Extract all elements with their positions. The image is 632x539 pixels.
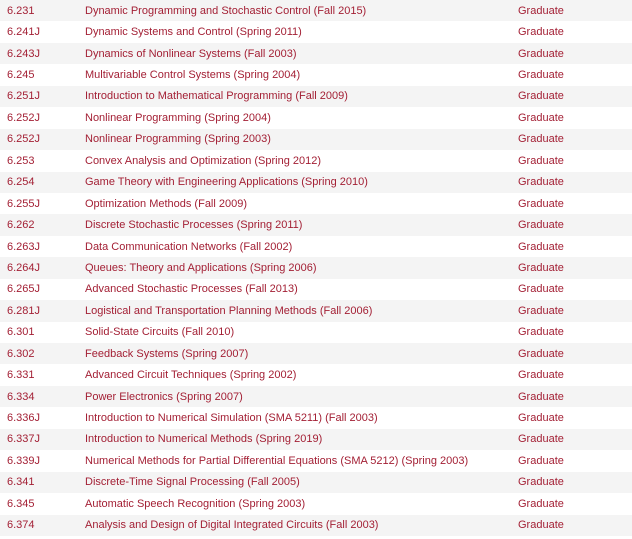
- course-title-cell: [85, 493, 518, 514]
- course-title-cell: [85, 193, 518, 214]
- course-number-cell: [0, 279, 85, 300]
- course-title-link[interactable]: Game Theory with Engineering Applications (Spring 2010): [85, 176, 368, 189]
- course-row: [0, 193, 632, 214]
- course-level-cell: [518, 257, 632, 278]
- course-row: [0, 429, 632, 450]
- course-number-link[interactable]: 6.337J: [7, 433, 41, 446]
- course-title-cell: [85, 257, 518, 278]
- course-level-link[interactable]: Graduate: [518, 219, 564, 232]
- course-title-link[interactable]: Dynamics of Nonlinear Systems (Fall 2003): [85, 47, 297, 60]
- course-level-link[interactable]: Graduate: [518, 412, 564, 425]
- course-title-cell: [85, 150, 518, 171]
- course-row: [0, 64, 632, 85]
- course-title-cell: [85, 279, 518, 300]
- course-row: [0, 515, 632, 536]
- course-level-cell: [518, 300, 632, 321]
- course-title-cell: [85, 450, 518, 471]
- course-level-link[interactable]: Graduate: [518, 26, 564, 39]
- course-number-link[interactable]: 6.331: [7, 369, 35, 382]
- course-level-link[interactable]: Graduate: [518, 90, 564, 103]
- course-level-cell: [518, 322, 632, 343]
- course-title-link[interactable]: Nonlinear Programming (Spring 2004): [85, 111, 271, 124]
- course-title-cell: [85, 86, 518, 107]
- course-level-cell: [518, 364, 632, 385]
- course-number-link[interactable]: 6.264J: [7, 261, 41, 274]
- course-number-cell: [0, 493, 85, 514]
- course-title-link[interactable]: Solid-State Circuits (Fall 2010): [85, 326, 235, 339]
- course-title-link[interactable]: Introduction to Numerical Simulation (SMA 5211) (Fall 2003): [85, 412, 378, 425]
- course-number-link[interactable]: 6.262: [7, 219, 35, 232]
- course-row: [0, 343, 632, 364]
- course-title-cell: [85, 515, 518, 536]
- course-title-cell: [85, 0, 518, 21]
- course-level-cell: [518, 0, 632, 21]
- course-title-cell: [85, 107, 518, 128]
- course-number-link[interactable]: 6.252J: [7, 111, 41, 124]
- course-title-cell: [85, 172, 518, 193]
- course-number-link[interactable]: 6.336J: [7, 412, 41, 425]
- course-level-cell: [518, 214, 632, 235]
- course-title-cell: [85, 64, 518, 85]
- course-number-cell: [0, 472, 85, 493]
- course-number-link[interactable]: 6.252J: [7, 133, 41, 146]
- course-level-cell: [518, 150, 632, 171]
- course-row: [0, 150, 632, 171]
- course-row: [0, 107, 632, 128]
- course-number-cell: [0, 86, 85, 107]
- course-title-cell: [85, 21, 518, 42]
- course-number-cell: [0, 129, 85, 150]
- course-level-cell: [518, 64, 632, 85]
- course-level-cell: [518, 450, 632, 471]
- course-number-link[interactable]: 6.334: [7, 390, 35, 403]
- course-number-cell: [0, 515, 85, 536]
- course-number-cell: [0, 107, 85, 128]
- course-number-link[interactable]: 6.251J: [7, 90, 41, 103]
- course-number-cell: [0, 21, 85, 42]
- course-number-cell: [0, 407, 85, 428]
- course-title-cell: [85, 429, 518, 450]
- course-number-link[interactable]: 6.263J: [7, 240, 41, 253]
- course-number-cell: [0, 364, 85, 385]
- course-level-link[interactable]: Graduate: [518, 304, 564, 317]
- course-title-link[interactable]: Data Communication Networks (Fall 2002): [85, 240, 293, 253]
- course-number-link[interactable]: 6.302: [7, 347, 35, 360]
- course-number-cell: [0, 172, 85, 193]
- course-title-link[interactable]: Advanced Circuit Techniques (Spring 2002): [85, 369, 297, 382]
- course-number-link[interactable]: 6.243J: [7, 47, 41, 60]
- course-number-cell: [0, 300, 85, 321]
- course-row: [0, 214, 632, 235]
- course-title-link[interactable]: Automatic Speech Recognition (Spring 2003): [85, 497, 306, 510]
- course-level-link[interactable]: Graduate: [518, 369, 564, 382]
- course-level-link[interactable]: Graduate: [518, 111, 564, 124]
- course-level-link[interactable]: Graduate: [518, 519, 564, 532]
- course-level-cell: [518, 172, 632, 193]
- course-title-cell: [85, 322, 518, 343]
- course-level-cell: [518, 43, 632, 64]
- course-number-cell: [0, 257, 85, 278]
- course-level-link[interactable]: Graduate: [518, 69, 564, 82]
- course-level-cell: [518, 472, 632, 493]
- course-row: [0, 322, 632, 343]
- course-title-link[interactable]: Multivariable Control Systems (Spring 2004): [85, 69, 301, 82]
- course-number-cell: [0, 450, 85, 471]
- course-level-link[interactable]: Graduate: [518, 176, 564, 189]
- course-level-link[interactable]: Graduate: [518, 326, 564, 339]
- course-row: [0, 407, 632, 428]
- course-title-cell: [85, 300, 518, 321]
- course-level-link[interactable]: Graduate: [518, 283, 564, 296]
- course-level-cell: [518, 21, 632, 42]
- course-row: [0, 472, 632, 493]
- course-number-link[interactable]: 6.253: [7, 154, 35, 167]
- course-level-link[interactable]: Graduate: [518, 197, 564, 210]
- course-level-cell: [518, 515, 632, 536]
- course-level-cell: [518, 493, 632, 514]
- course-number-cell: [0, 0, 85, 21]
- course-title-link[interactable]: Nonlinear Programming (Spring 2003): [85, 133, 271, 146]
- course-title-cell: [85, 364, 518, 385]
- course-number-link[interactable]: 6.339J: [7, 454, 41, 467]
- course-number-link[interactable]: 6.345: [7, 497, 35, 510]
- course-title-cell: [85, 386, 518, 407]
- course-number-link[interactable]: 6.301: [7, 326, 35, 339]
- course-number-cell: [0, 429, 85, 450]
- course-row: [0, 86, 632, 107]
- course-title-link[interactable]: Discrete Stochastic Processes (Spring 2011): [85, 219, 303, 232]
- course-level-cell: [518, 343, 632, 364]
- course-title-link[interactable]: Numerical Methods for Partial Differential Equations (SMA 5212) (Spring 2003): [85, 454, 469, 467]
- course-title-cell: [85, 214, 518, 235]
- course-level-cell: [518, 193, 632, 214]
- course-level-link[interactable]: Graduate: [518, 240, 564, 253]
- course-level-cell: [518, 386, 632, 407]
- course-title-cell: [85, 236, 518, 257]
- course-title-cell: [85, 407, 518, 428]
- course-row: [0, 386, 632, 407]
- course-row: [0, 450, 632, 471]
- course-level-cell: [518, 236, 632, 257]
- course-number-link[interactable]: 6.231: [7, 4, 35, 17]
- course-level-cell: [518, 407, 632, 428]
- course-row: [0, 257, 632, 278]
- course-title-link[interactable]: Analysis and Design of Digital Integrated Circuits (Fall 2003): [85, 519, 379, 532]
- course-title-link[interactable]: Feedback Systems (Spring 2007): [85, 347, 249, 360]
- course-level-link[interactable]: Graduate: [518, 4, 564, 17]
- course-title-cell: [85, 343, 518, 364]
- course-row: [0, 129, 632, 150]
- course-level-link[interactable]: Graduate: [518, 261, 564, 274]
- course-number-cell: [0, 150, 85, 171]
- course-level-link[interactable]: Graduate: [518, 347, 564, 360]
- course-number-link[interactable]: 6.245: [7, 69, 35, 82]
- course-level-link[interactable]: Graduate: [518, 433, 564, 446]
- course-number-cell: [0, 214, 85, 235]
- course-row: [0, 279, 632, 300]
- course-row: [0, 43, 632, 64]
- course-level-link[interactable]: Graduate: [518, 476, 564, 489]
- course-level-cell: [518, 86, 632, 107]
- course-number-link[interactable]: 6.374: [7, 519, 35, 532]
- course-row: [0, 21, 632, 42]
- course-level-cell: [518, 107, 632, 128]
- course-title-cell: [85, 472, 518, 493]
- course-number-cell: [0, 322, 85, 343]
- course-number-link[interactable]: 6.281J: [7, 304, 41, 317]
- course-title-link[interactable]: Dynamic Programming and Stochastic Control (Fall 2015): [85, 4, 367, 17]
- course-title-cell: [85, 43, 518, 64]
- course-number-cell: [0, 386, 85, 407]
- course-level-link[interactable]: Graduate: [518, 47, 564, 60]
- course-row: [0, 364, 632, 385]
- course-row: [0, 300, 632, 321]
- course-number-link[interactable]: 6.254: [7, 176, 35, 189]
- course-title-link[interactable]: Logistical and Transportation Planning Methods (Fall 2006): [85, 304, 373, 317]
- course-title-link[interactable]: Introduction to Numerical Methods (Spring 2019): [85, 433, 323, 446]
- course-number-cell: [0, 193, 85, 214]
- course-title-link[interactable]: Queues: Theory and Applications (Spring 2006): [85, 261, 317, 274]
- course-title-link[interactable]: Convex Analysis and Optimization (Spring 2012): [85, 154, 322, 167]
- course-level-link[interactable]: Graduate: [518, 133, 564, 146]
- course-number-cell: [0, 64, 85, 85]
- course-level-link[interactable]: Graduate: [518, 497, 564, 510]
- course-row: [0, 493, 632, 514]
- course-title-link[interactable]: Discrete-Time Signal Processing (Fall 2005): [85, 476, 300, 489]
- course-row: [0, 0, 632, 21]
- course-number-cell: [0, 343, 85, 364]
- course-level-link[interactable]: Graduate: [518, 154, 564, 167]
- course-number-link[interactable]: 6.265J: [7, 283, 41, 296]
- course-number-cell: [0, 43, 85, 64]
- course-level-cell: [518, 279, 632, 300]
- course-number-link[interactable]: 6.341: [7, 476, 35, 489]
- course-number-link[interactable]: 6.241J: [7, 26, 41, 39]
- course-title-cell: [85, 129, 518, 150]
- course-title-link[interactable]: Optimization Methods (Fall 2009): [85, 197, 248, 210]
- course-title-link[interactable]: Advanced Stochastic Processes (Fall 2013): [85, 283, 298, 296]
- course-level-cell: [518, 429, 632, 450]
- course-title-link[interactable]: Introduction to Mathematical Programming (Fall 2009): [85, 90, 348, 103]
- course-level-link[interactable]: Graduate: [518, 454, 564, 467]
- course-number-link[interactable]: 6.255J: [7, 197, 41, 210]
- course-title-link[interactable]: Dynamic Systems and Control (Spring 2011): [85, 26, 302, 39]
- course-row: [0, 236, 632, 257]
- course-level-link[interactable]: Graduate: [518, 390, 564, 403]
- course-number-cell: [0, 236, 85, 257]
- course-title-link[interactable]: Power Electronics (Spring 2007): [85, 390, 243, 403]
- course-level-cell: [518, 129, 632, 150]
- course-row: [0, 172, 632, 193]
